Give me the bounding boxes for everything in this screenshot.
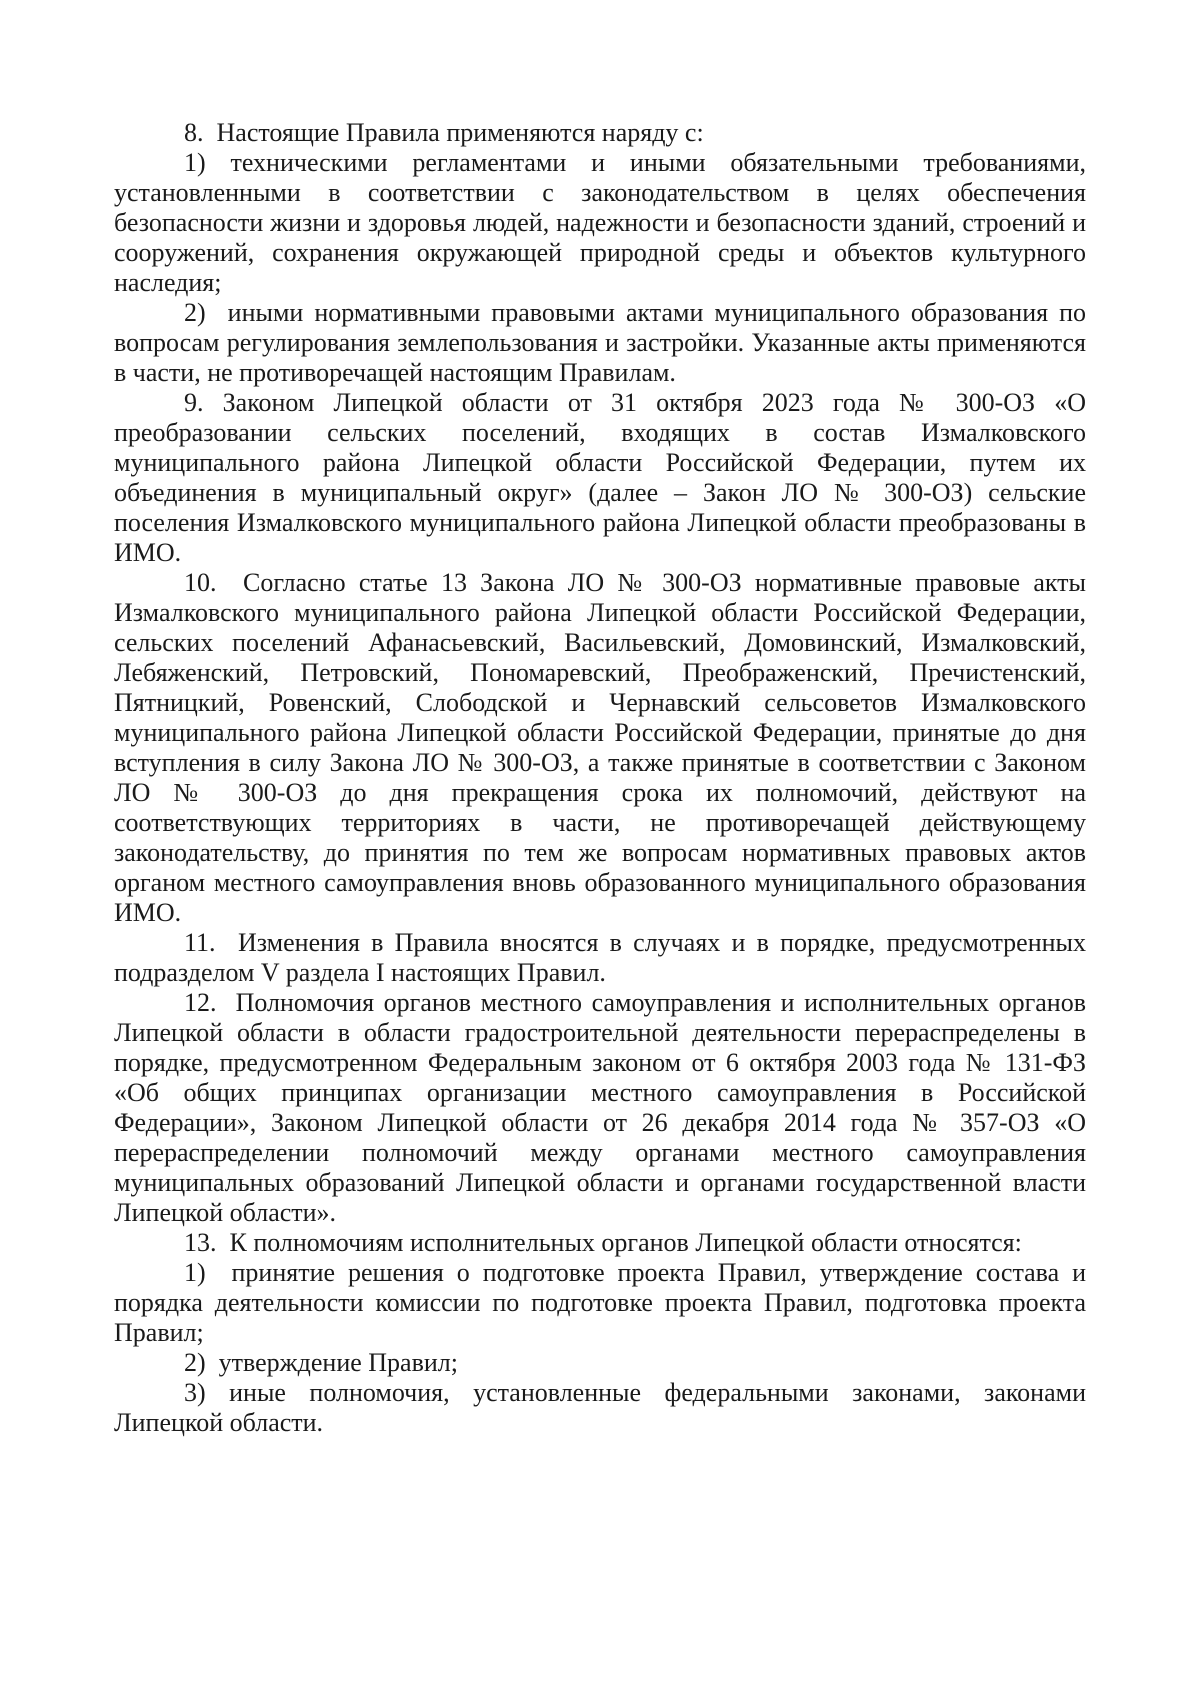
paragraph-8: 8. Настоящие Правила применяются наряду с: (184, 118, 704, 147)
paragraph-8-item-1: 1) техническими регламентами и иными обязательными требованиями, установленными в соответствии с законодательством в целях обеспечения безопасности жизни и здоровья людей, надежности и безопасности зданий, строений и сооружений, сохранения окружающей природной среды и объектов культурного наследия; (114, 148, 1086, 297)
paragraph-13-item-3: 3) иные полномочия, установленные федеральными законами, законами Липецкой области. (114, 1378, 1086, 1437)
paragraph-13-item-2: 2) утверждение Правил; (184, 1348, 458, 1377)
paragraph-13-item-1: 1) принятие решения о подготовке проекта Правил, утверждение состава и порядка деятельности комиссии по подготовке проекта Правил, подготовка проекта Правил; (114, 1258, 1086, 1347)
paragraph-13: 13. К полномочиям исполнительных органов Липецкой области относятся: (184, 1228, 1022, 1257)
document-page (114, 118, 1086, 1438)
paragraph-11: 11. Изменения в Правила вносятся в случаях и в порядке, предусмотренных подразделом V раздела I настоящих Правил. (114, 928, 1086, 987)
paragraph-8-item-2: 2) иными нормативными правовыми актами муниципального образования по вопросам регулирования землепользования и застройки. Указанные акты применяются в части, не противоречащей настоящим Правилам. (114, 298, 1086, 387)
paragraph-10: 10. Согласно статье 13 Закона ЛО № 300-ОЗ нормативные правовые акты Измалковского муниципального района Липецкой области Российской Федерации, сельских поселений Афанасьевский, Васильевский, Домовинский, Измалковский, Лебяженский, Петровский, Пономаревский, Преображенский, Пречистенский, Пятницкий, Ровенский, Слободской и Чернавский сельсоветов Измалковского муниципального района Липецкой области Российской Федерации, принятые до дня вступления в силу Закона ЛО № 300-ОЗ, а также принятые в соответствии с Законом ЛО № 300-ОЗ до дня прекращения срока их полномочий, действуют на соответствующих территориях в части, не противоречащей действующему законодательству, до принятия по тем же вопросам нормативных правовых актов органом местного самоуправления вновь образованного муниципального образования ИМО. (114, 568, 1086, 927)
paragraph-9: 9. Законом Липецкой области от 31 октября 2023 года № 300-ОЗ «О преобразовании сельских поселений, входящих в состав Измалковского муниципального района Липецкой области Российской Федерации, путем их объединения в муниципальный округ» (далее – Закон ЛО № 300-ОЗ) сельские поселения Измалковского муниципального района Липецкой области преобразованы в ИМО. (114, 388, 1086, 567)
paragraph-12: 12. Полномочия органов местного самоуправления и исполнительных органов Липецкой области в области градостроительной деятельности перераспределены в порядке, предусмотренном Федеральным законом от 6 октября 2003 года № 131-ФЗ «Об общих принципах организации местного самоуправления в Российской Федерации», Законом Липецкой области от 26 декабря 2014 года № 357-ОЗ «О перераспределении полномочий между органами местного самоуправления муниципальных образований Липецкой области и органами государственной власти Липецкой области». (114, 988, 1086, 1227)
